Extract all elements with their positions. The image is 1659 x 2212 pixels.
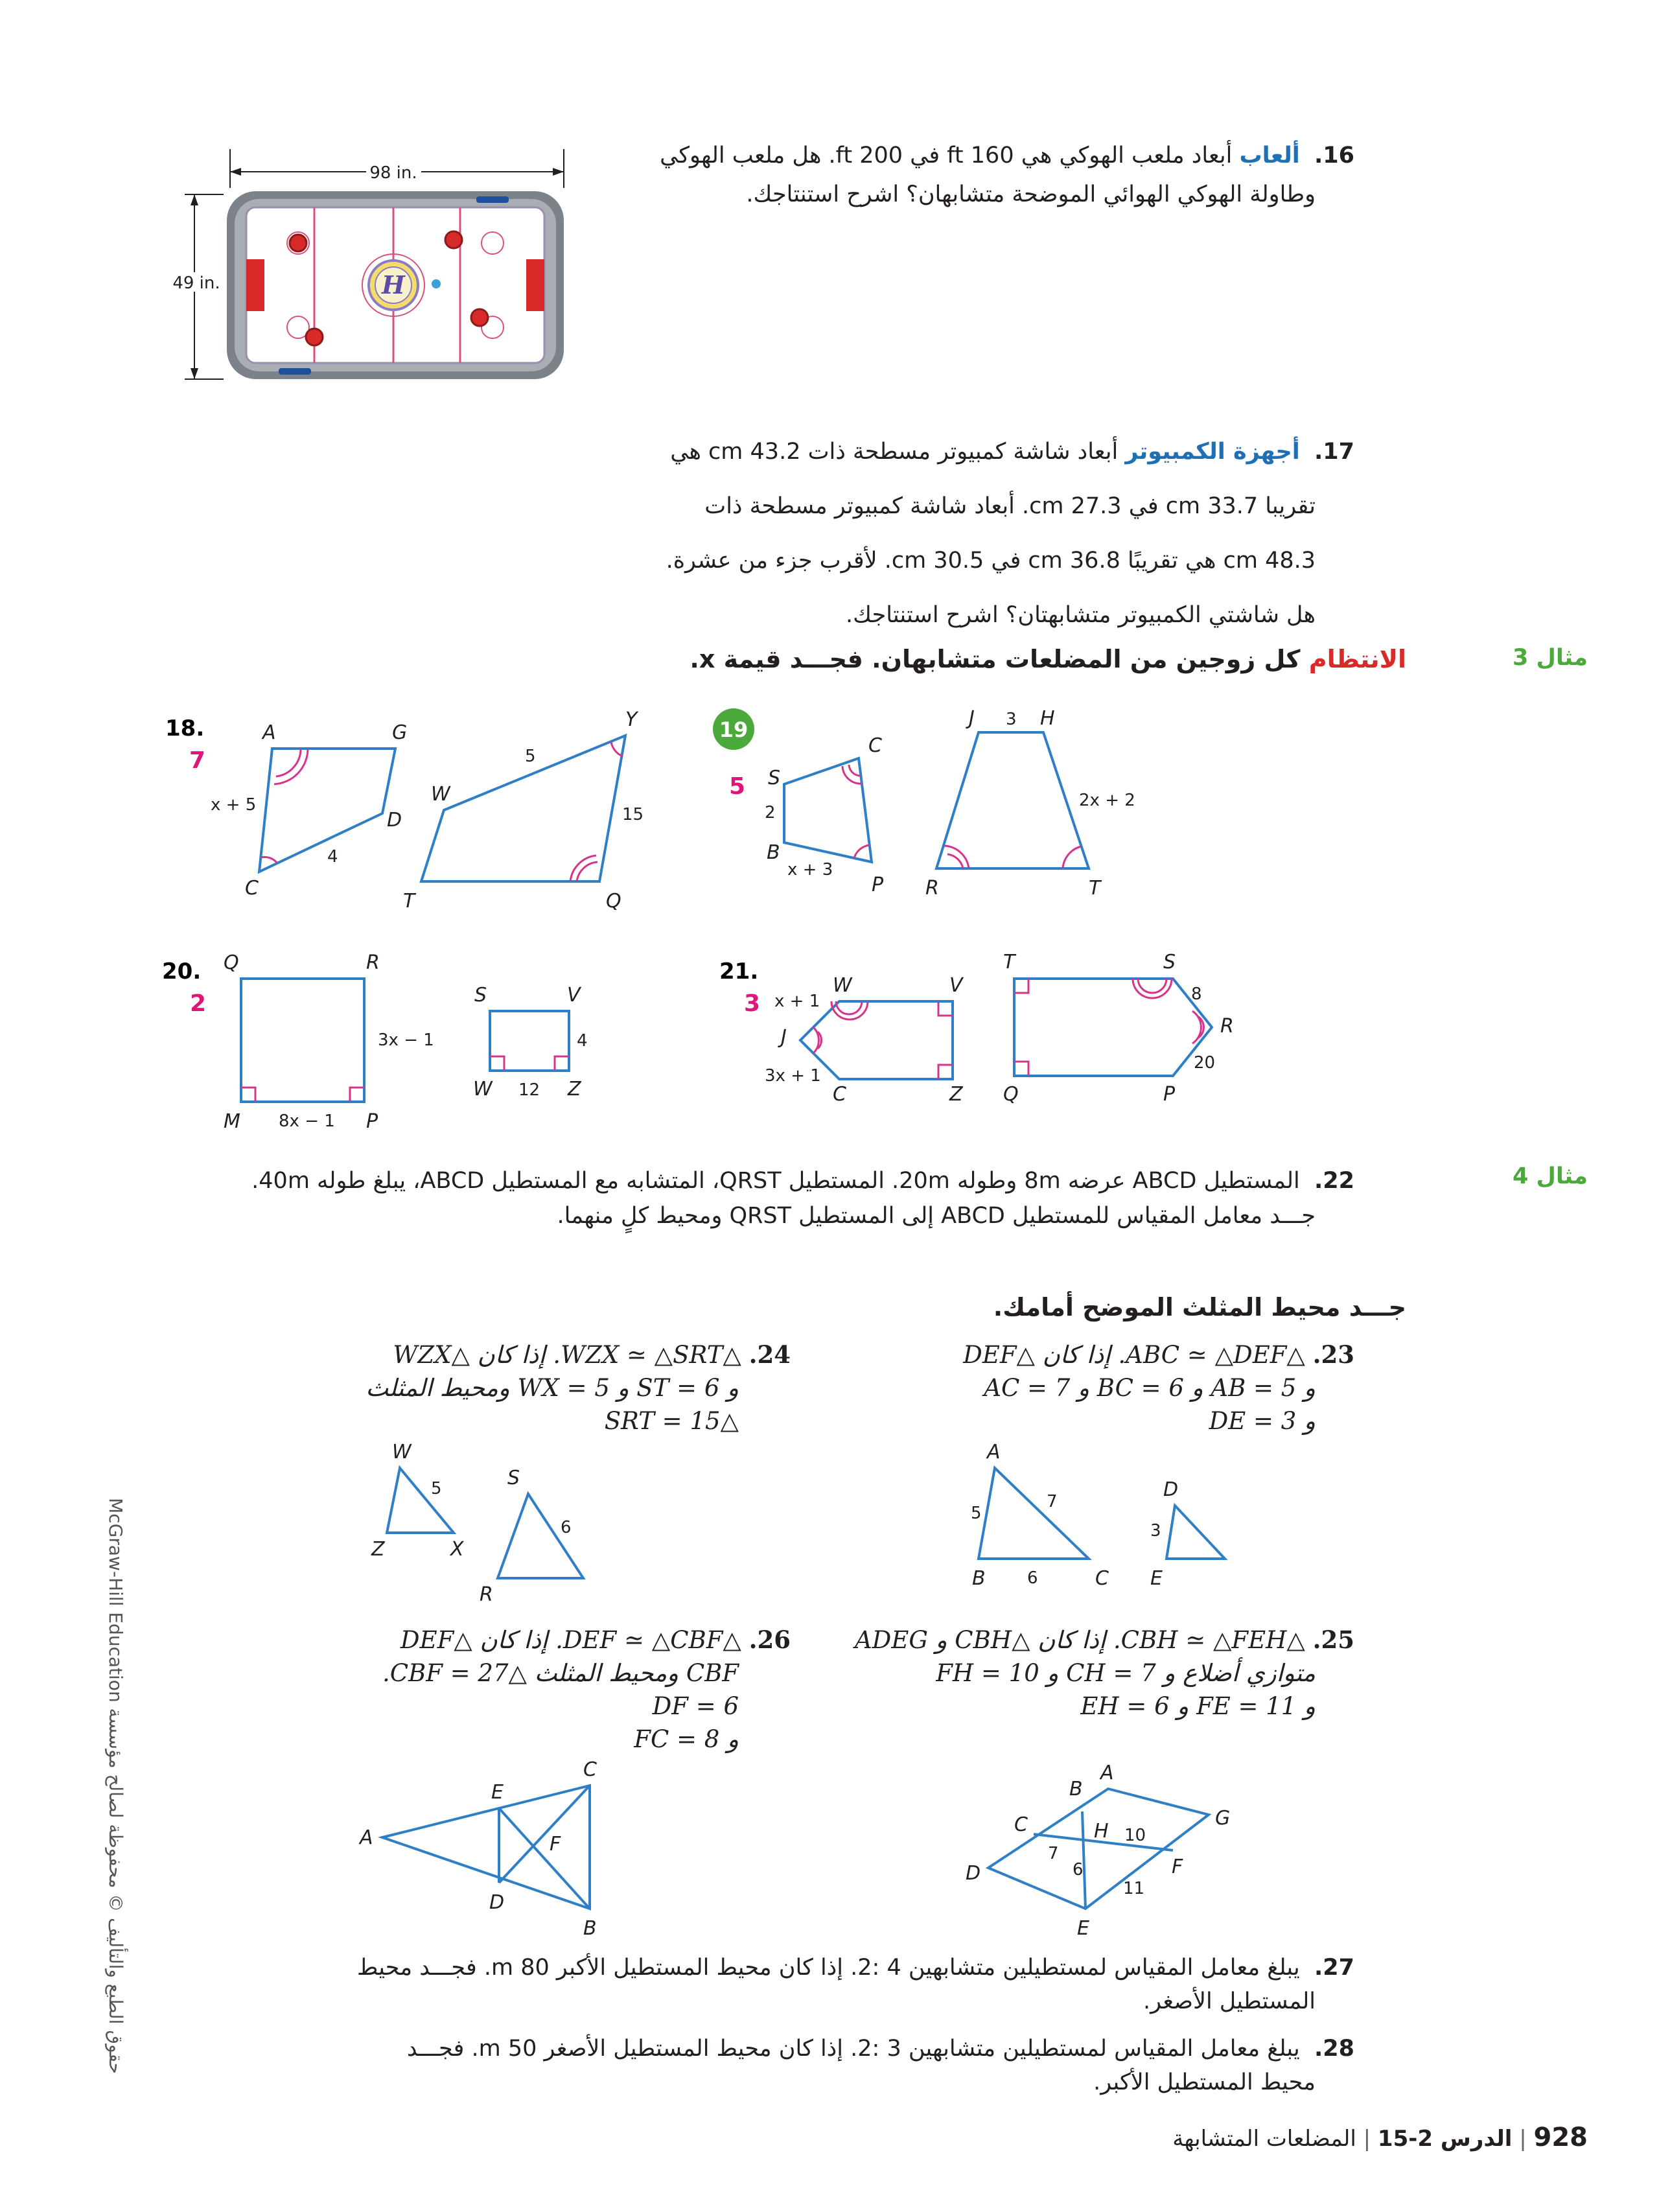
side-measure: x + 1: [774, 992, 820, 1011]
vertex-label: E: [1077, 1917, 1089, 1940]
question-text: و AB = 5 و BC = 6 و AC = 7: [984, 1374, 1316, 1402]
question-number: 24.: [748, 1340, 791, 1369]
vertex-label: A: [262, 721, 276, 744]
vertex-label: H: [1040, 707, 1055, 730]
vertex-label: S: [1163, 951, 1176, 973]
figure-number: 19: [719, 717, 748, 742]
side-measure: 2: [765, 803, 776, 822]
figure-ref: 5: [729, 773, 746, 800]
vertex-label: D: [489, 1891, 505, 1914]
side-measure: 3x + 1: [765, 1066, 821, 1086]
vertex-label: D: [1163, 1478, 1179, 1501]
vertex-label: B: [1069, 1778, 1083, 1800]
question-number: 16.: [1314, 143, 1354, 169]
vertex-label: E: [1150, 1567, 1163, 1590]
question-text: المستطيل ABCD عرضه 8m وطوله 20m. المستطيل QRST، المتشابه مع المستطيل ABCD، يبلغ طوله 40m.: [251, 1168, 1300, 1194]
vertex-label: T: [403, 890, 415, 913]
question-text: أبعاد ملعب الهوكي هي 160 ft في 200 ft. هل ملعب الهوكي: [660, 143, 1233, 169]
question-text: △ABC ≃ △DEF. إذا كان △DEF: [963, 1341, 1305, 1369]
vertex-label: S: [474, 984, 487, 1007]
page-number: 928: [1533, 2123, 1588, 2152]
figure-ref: 3: [744, 990, 761, 1017]
question-text: أبعاد شاشة كمبيوتر مسطحة ذات 43.2 cm هي: [670, 439, 1119, 465]
side-measure: 7: [1047, 1492, 1058, 1511]
question-text: المستطيل الأصغر.: [1143, 1988, 1316, 2014]
question-text: △SRT = 15: [604, 1407, 739, 1435]
vertex-label: B: [767, 841, 780, 864]
vertex-label: X: [450, 1538, 464, 1561]
question-keyword: أجهزة الكمبيوتر: [1125, 439, 1300, 465]
question-number: 28.: [1314, 2036, 1354, 2062]
vertex-label: C: [583, 1758, 597, 1781]
side-measure: 6: [561, 1518, 572, 1537]
question-number: 27.: [1314, 1955, 1354, 1981]
figure-number: 21.: [719, 959, 759, 984]
vertex-label: W: [473, 1078, 493, 1100]
side-measure: 5: [971, 1504, 982, 1523]
question-text: و FC = 8: [634, 1725, 739, 1753]
vertex-label: P: [1163, 1083, 1176, 1106]
vertex-label: H: [1094, 1820, 1109, 1843]
question-text: تقريبا 33.7 cm في 27.3 cm. أبعاد شاشة كمبيوتر مسطحة ذات: [704, 493, 1316, 519]
vertex-label: D: [387, 809, 402, 832]
vertex-label: C: [868, 734, 882, 757]
side-measure: 20: [1194, 1053, 1216, 1073]
vertex-label: G: [1215, 1807, 1231, 1830]
side-measure: 6: [1027, 1568, 1038, 1588]
vertex-label: F: [550, 1833, 561, 1856]
vertex-label: T: [1003, 951, 1015, 973]
side-measure: 6: [1073, 1860, 1084, 1880]
vertex-label: M: [224, 1110, 240, 1133]
vertex-label: G: [392, 721, 408, 744]
vertex-label: R: [480, 1583, 493, 1606]
example-4-label: مثال 4: [1512, 1163, 1588, 1189]
question-text: △DEF ≃ △CBF. إذا كان △DEF: [400, 1626, 741, 1654]
width-label: 98 in.: [369, 163, 417, 183]
side-measure: 10: [1124, 1826, 1146, 1845]
side-measure: 15: [622, 805, 644, 824]
vertex-label: Q: [606, 890, 621, 913]
question-number: 22.: [1314, 1168, 1354, 1194]
figure-ref: 7: [189, 747, 206, 774]
question-number: 25.: [1312, 1625, 1354, 1654]
vertex-label: S: [768, 767, 781, 789]
question-text: يبلغ معامل المقياس لمستطيلين متشابهين 3 :2. إذا كان محيط المستطيل الأصغر 50 m. فجـــد: [406, 2036, 1300, 2062]
height-label: 49 in.: [172, 274, 220, 293]
instruction-text: كل زوجين من المضلعات متشابهان. فجـــد قيمة x.: [690, 645, 1301, 673]
vertex-label: J: [969, 707, 975, 730]
question-text: CBF ومحيط المثلث △CBF = 27.: [382, 1659, 739, 1687]
vertex-label: C: [1014, 1813, 1028, 1836]
side-measure: 5: [525, 747, 536, 766]
question-text: و DE = 3: [1209, 1407, 1316, 1435]
vertex-label: D: [966, 1862, 981, 1885]
question-number: 26.: [748, 1625, 791, 1654]
side-measure: 2x + 2: [1079, 791, 1135, 810]
vertex-label: Z: [949, 1083, 963, 1106]
side-measure: 4: [327, 847, 338, 867]
lesson-title: المضلعات المتشابهة: [1172, 2126, 1356, 2152]
vertex-label: J: [781, 1026, 787, 1049]
vertex-label: V: [567, 984, 581, 1007]
vertex-label: A: [360, 1826, 373, 1849]
perimeter-heading: جـــد محيط المثلث الموضح أمامك.: [993, 1293, 1406, 1321]
side-measure: 4: [577, 1031, 588, 1051]
question-number: 17.: [1314, 439, 1354, 465]
question-keyword: ألعاب: [1239, 143, 1300, 169]
side-measure: 3x − 1: [378, 1030, 434, 1050]
vertex-label: R: [1220, 1015, 1234, 1038]
vertex-label: P: [366, 1110, 378, 1133]
instruction-keyword: الانتظام: [1308, 645, 1406, 673]
vertex-label: Z: [371, 1538, 385, 1561]
side-measure: x + 5: [211, 795, 257, 815]
vertex-label: R: [925, 877, 939, 900]
side-measure: 5: [431, 1479, 442, 1498]
question-text: متوازي أضلاع و CH = 7 و FH = 10: [936, 1659, 1316, 1687]
vertex-label: C: [1095, 1567, 1109, 1590]
question-28: [279, 2032, 1354, 2099]
vertex-label: T: [1089, 877, 1101, 900]
question-text: محيط المستطيل الأكبر.: [1093, 2069, 1316, 2095]
figure-number: 20.: [162, 959, 202, 984]
vertex-label: C: [833, 1083, 846, 1106]
vertex-label: Q: [224, 951, 239, 974]
question-text: يبلغ معامل المقياس لمستطيلين متشابهين 4 :2. إذا كان محيط المستطيل الأكبر 80 m. فجـــد محيط: [356, 1955, 1300, 1981]
puck-letter: H: [382, 270, 405, 299]
side-measure: x + 3: [787, 860, 833, 879]
vertex-label: S: [507, 1467, 520, 1489]
question-text: △CBH ≃ △FEH. إذا كان △CBH و ADEG: [854, 1626, 1305, 1654]
question-text: DF = 6: [652, 1692, 739, 1720]
lesson-number: الدرس 2-15: [1377, 2126, 1513, 2152]
vertex-label: Z: [568, 1078, 581, 1100]
side-measure: 3: [1150, 1521, 1161, 1541]
figure-ref: 2: [190, 990, 207, 1017]
vertex-label: Q: [1003, 1083, 1019, 1106]
side-measure: 3: [1006, 710, 1017, 729]
vertex-label: P: [872, 874, 884, 896]
question-text: و FE = 11 و EH = 6: [1080, 1692, 1316, 1720]
side-measure: 12: [518, 1080, 540, 1100]
question-text: △WZX ≃ △SRT. إذا كان △WZX: [393, 1341, 741, 1369]
vertex-label: A: [987, 1441, 1001, 1463]
question-text: وطاولة الهوكي الهوائي الموضحة متشابهان؟ اشرح استنتاجك.: [746, 181, 1316, 207]
vertex-label: Y: [625, 708, 638, 731]
side-measure: 8: [1191, 984, 1202, 1004]
question-text: 48.3 cm هي تقريبًا 36.8 cm في 30.5 cm. لأقرب جزء من عشرة.: [666, 548, 1316, 574]
vertex-label: C: [245, 877, 259, 900]
question-number: 23.: [1312, 1340, 1354, 1369]
vertex-label: B: [972, 1567, 986, 1590]
side-measure: 11: [1123, 1879, 1145, 1898]
page-footer: 928 | الدرس 2-15 | المضلعات المتشابهة: [1172, 2123, 1588, 2152]
question-27: [279, 1951, 1354, 2018]
question-text: و ST = 6 و WX = 5 ومحيط المثلث: [365, 1374, 739, 1402]
side-measure: 8x − 1: [279, 1112, 335, 1131]
vertex-label: B: [583, 1917, 597, 1940]
vertex-label: R: [366, 951, 380, 974]
vertex-label: A: [1100, 1762, 1114, 1784]
vertex-label: E: [491, 1781, 504, 1804]
side-measure: 7: [1048, 1844, 1059, 1863]
figure-number: 18.: [165, 716, 205, 741]
vertex-label: V: [949, 974, 963, 997]
vertex-label: F: [1172, 1856, 1183, 1878]
vertex-label: W: [833, 974, 852, 997]
question-text: هل شاشتي الكمبيوتر متشابهتان؟ اشرح استنتاجك.: [845, 602, 1316, 628]
example-3-label: مثال 3: [1512, 645, 1588, 671]
vertex-label: W: [431, 783, 450, 806]
vertex-label: W: [392, 1441, 412, 1463]
copyright-notice: حقوق الطبع والتأليف © محفوظة لصالح مؤسسة McGraw-Hill Education: [105, 1498, 126, 2074]
question-text: جـــد معامل المقياس للمستطيل ABCD إلى المستطيل QRST ومحيط كلٍ منهما.: [557, 1203, 1316, 1229]
